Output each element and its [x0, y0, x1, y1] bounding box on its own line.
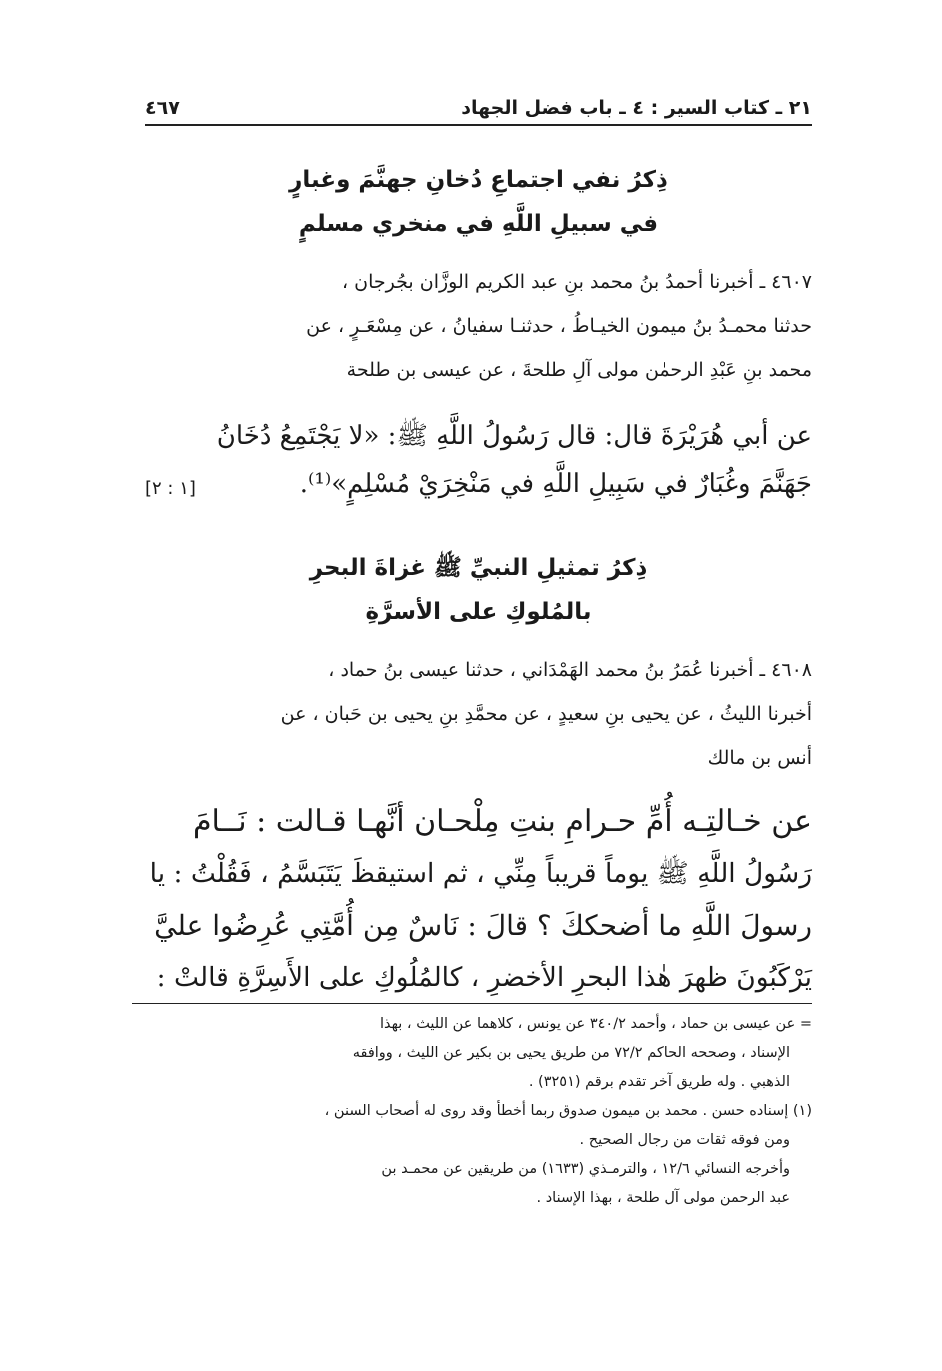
heading-line: ذِكرُ نفي اجتماعِ دُخانِ جهنَّمَ وغبارٍ [289, 167, 668, 193]
footnote-line: الذهبي . وله طريق آخر تقدم برقم (٣٢٥١) . [528, 1074, 790, 1090]
matn-line: يَرْكَبُونَ ظهرَ هٰذا البحرِ الأخضرِ ، كالمُلُوكِ على الأَسِرَّةِ قالتْ : [156, 962, 812, 993]
isnad-line: محمد بنِ عَبْدِ الرحمٰن مولى آلِ طلحةَ ، عن عيسى بن طلحة [346, 359, 812, 381]
footnote-line: (١) إسناده حسن . محمد بن ميمون صدوق ربما أخطأ وقد روى له أصحاب السنن ، [324, 1103, 812, 1119]
hadith-4607-isnad [145, 260, 812, 392]
matn-line: عن أبي هُرَيْرَةَ قال: قال رَسُولُ اللَّهِ ﷺ: «لا يَجْتَمِعُ دُخَانُ [216, 421, 812, 451]
hadith-4607-matn [145, 412, 812, 508]
footnote-rule [132, 1003, 812, 1004]
footnote-line: الإسناد ، وصححه الحاكم ٧٢/٢ من طريق يحيى بن بكير عن الليث ، ووافقه [352, 1045, 790, 1061]
isnad-line: ٤٦٠٨ ـ أخبرنا عُمَرُ بنُ محمد الهَمْدَاني ، حدثنا عيسى بنُ حماد ، [328, 659, 812, 681]
header-rule [145, 124, 812, 126]
heading-line: في سبيلِ اللَّهِ في منخري مسلمٍ [298, 211, 659, 237]
section-heading-2 [145, 546, 812, 634]
hadith-4608-matn [145, 796, 812, 1004]
footnote-line: عبد الرحمن مولى آل طلحة ، بهذا الإسناد . [536, 1190, 790, 1206]
page-number: ٤٦٧ [145, 97, 180, 119]
isnad-line: أخبرنا الليثُ ، عن يحيى بنِ سعيدٍ ، عن محمَّدِ بنِ يحيى بن حَبان ، عن [280, 703, 812, 725]
isnad-line: أنس بن مالك [707, 747, 812, 769]
matn-line: رسولَ اللَّهِ ما أضحككَ ؟ قالَ : نَاسٌ مِن أُمَّتِي عُرِضُوا عليَّ [154, 909, 812, 942]
hadith-4608-isnad [145, 648, 812, 780]
isnad-line: حدثنا محمـدُ بنُ ميمون الخيـاطُ ، حدثنـا سفيانُ ، عن مِسْعَـرٍ ، عن [306, 315, 812, 337]
footnote-line: وأخرجه النسائي ١٢/٦ ، والترمـذي (١٦٣٣) من طريقين عن محمـد بن [381, 1161, 790, 1177]
chapter-title: ٢١ ـ كتاب السير : ٤ ـ باب فضل الجهاد [461, 97, 812, 119]
matn-line: رَسُولُ اللَّهِ ﷺ يوماً قريباً مِنِّي ، ثم استيقظَ يَتَبَسَّمُ ، فَقُلْتُ : يا [149, 858, 812, 889]
heading-line: بالمُلوكِ على الأسرَّةِ [365, 599, 592, 625]
footnote-line: ومن فوقه ثقات من رجال الصحيح . [579, 1132, 790, 1148]
hadith-4607-reference: [١ : ٢] [145, 478, 196, 499]
matn-line: عن خـالتِـه أُمِّ حـرامِ بنتِ مِلْحـان أنَّهـا قـالت : نَــامَ [192, 804, 812, 839]
isnad-line: ٤٦٠٧ ـ أخبرنا أحمدُ بنُ محمد بنِ عبد الكريم الوزَّان بجُرجان ، [342, 271, 812, 293]
heading-line: ذِكرُ تمثيلِ النبيِّ ﷺ غزاةَ البحرِ [309, 555, 648, 581]
footnote-line: = عن عيسى بن حماد ، وأحمد ٣٤٠/٢ عن يونس ، كلاهما عن الليث ، بهذا [379, 1016, 812, 1032]
footnotes [145, 1010, 812, 1213]
matn-line: جَهَنَّمَ وغُبَارٌ في سَبِيلِ اللَّهِ في مَنْخِرَيْ مُسْلِمٍ»⁽¹⁾. [299, 469, 812, 499]
section-heading-1 [145, 158, 812, 246]
running-head [145, 92, 812, 124]
